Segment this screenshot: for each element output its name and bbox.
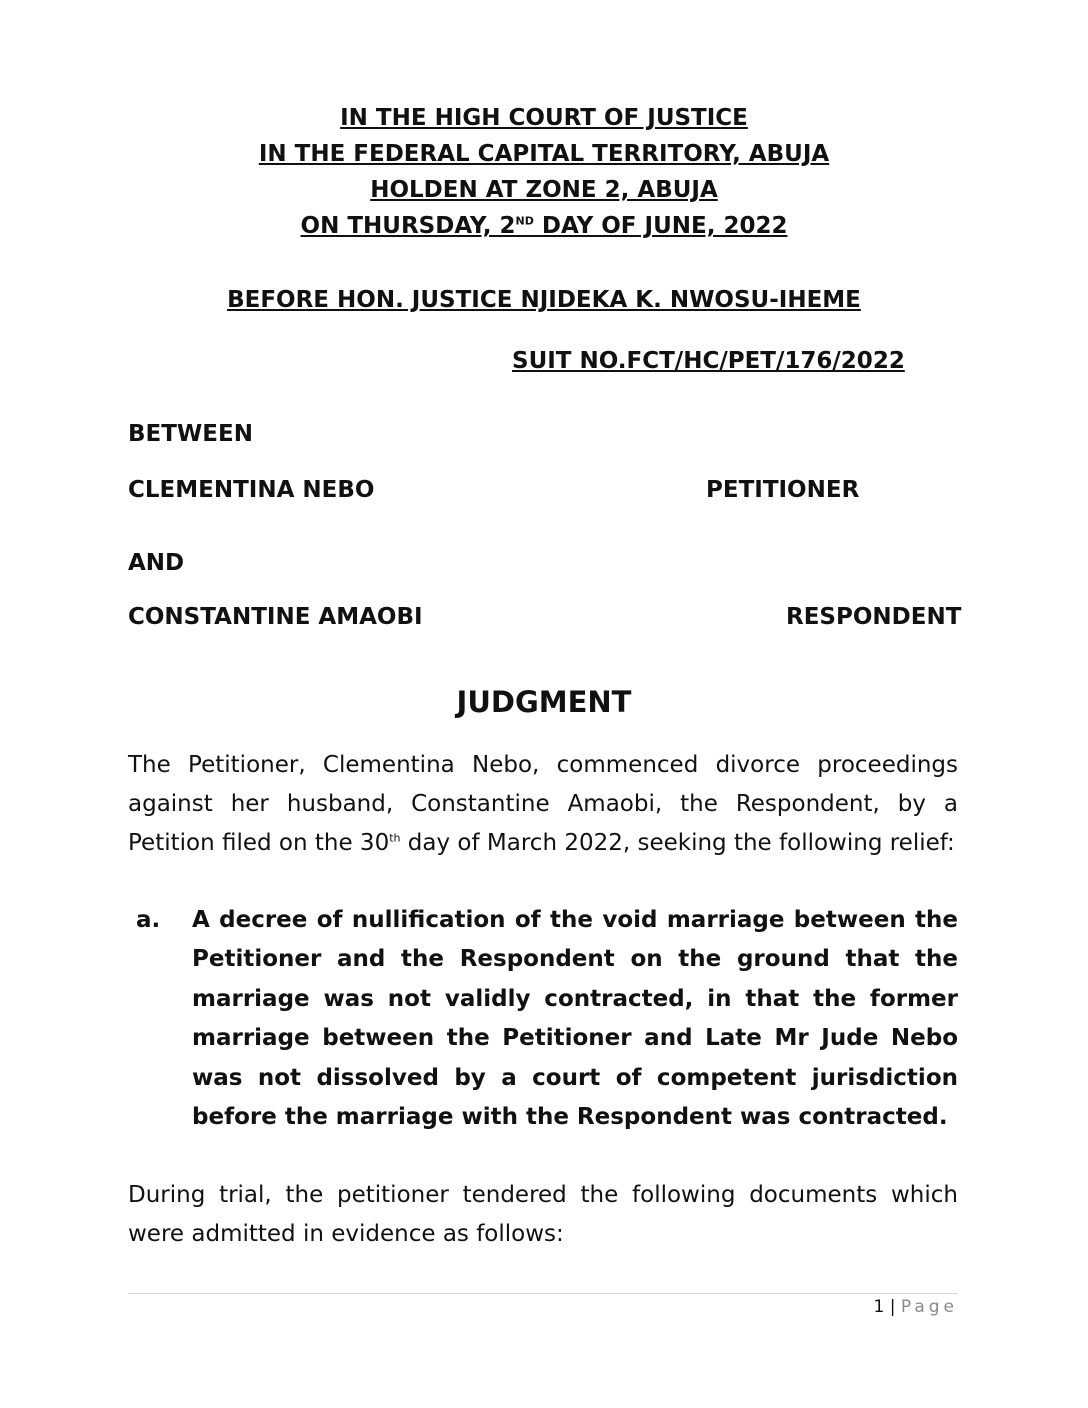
respondent-role: RESPONDENT [786, 604, 962, 630]
relief-text: A decree of nullification of the void marriage between the Petitioner and the Respondent on the ground that the marriage was not validly contracted, in that the former marriage between the Petitioner and Late Mr Jude Nebo was not dissolved by a court of competent jurisdiction before the marriage with the Respondent was contracted. [192, 907, 958, 1131]
intro-paragraph [128, 746, 958, 863]
footer-divider [128, 1293, 958, 1294]
petitioner-name: CLEMENTINA NEBO [128, 477, 375, 503]
page-label: Page [900, 1297, 958, 1317]
and-label: AND [128, 550, 185, 576]
court-caption-line-2: IN THE FEDERAL CAPITAL TERRITORY, ABUJA [258, 141, 830, 167]
suit-number: SUIT NO.FCT/HC/PET/176/2022 [512, 348, 905, 374]
petitioner-role: PETITIONER [706, 477, 860, 503]
date-ordinal: ND [515, 214, 534, 228]
relief-letter: a. [136, 907, 161, 933]
respondent-name: CONSTANTINE AMAOBI [128, 604, 423, 630]
judgment-title: JUDGMENT [456, 685, 632, 719]
date-suffix: DAY OF JUNE, 2022 [533, 213, 788, 239]
between-label: BETWEEN [128, 421, 253, 447]
court-caption-line-3: HOLDEN AT ZONE 2, ABUJA [370, 177, 718, 203]
court-caption-line-1: IN THE HIGH COURT OF JUSTICE [340, 105, 748, 131]
trial-paragraph: During trial, the petitioner tendered the following documents which were admitted in evidence as follows: [128, 1182, 958, 1247]
date-prefix: ON THURSDAY, 2 [300, 213, 516, 239]
footer-separator: | [889, 1297, 896, 1317]
page-footer [873, 1297, 958, 1317]
presiding-judge: BEFORE HON. JUSTICE NJIDEKA K. NWOSU-IHEME [227, 287, 861, 313]
page-number: 1 [873, 1297, 885, 1317]
intro-ordinal: th [389, 831, 401, 845]
court-caption-date [0, 208, 1088, 244]
intro-text: The Petitioner, Clementina Nebo, commenced divorce proceedings against her husband, Constantine Amaobi, the Respondent, by a Petition filed on the 30 [128, 752, 958, 856]
intro-text-end: day of March 2022, seeking the following relief: [400, 830, 955, 856]
